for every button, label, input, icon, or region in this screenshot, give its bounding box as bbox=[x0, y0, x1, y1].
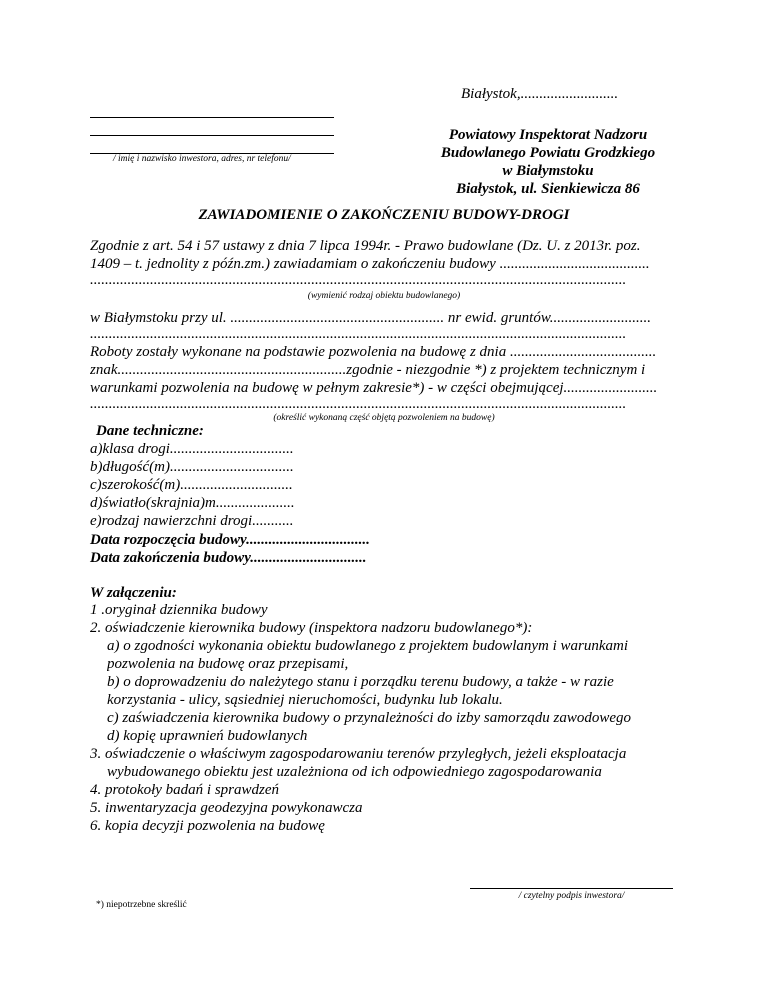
attachment-item: 2. oświadczenie kierownika budowy (inspektora nadzoru budowlanego*): bbox=[90, 620, 533, 636]
technical-item-road-class: a)klasa drogi................................. bbox=[90, 441, 294, 457]
footnote: *) niepotrzebne skreślić bbox=[96, 900, 187, 910]
signature-caption: / czytelny podpis inwestora/ bbox=[518, 891, 625, 901]
object-type-caption: (wymienić rodzaj obiektu budowlanego) bbox=[307, 291, 461, 301]
recipient-line: Białystok, ul. Sienkiewicza 86 bbox=[456, 181, 640, 197]
attachment-subitem-cont: korzystania - ulicy, sąsiedniej nieruchomości, budynku lub lokalu. bbox=[107, 692, 503, 708]
technical-data-heading: Dane techniczne: bbox=[96, 423, 204, 439]
works-scope-dots: ............................................................................................................................................... bbox=[90, 396, 627, 412]
place-date-field: Białystok,.......................... bbox=[461, 86, 619, 102]
attachment-item: 1 .oryginał dziennika budowy bbox=[90, 602, 268, 618]
location-line: w Białymstoku przy ul. ......................................................... nr ewid. gruntów........................... bbox=[90, 310, 651, 326]
legal-basis-line-1: Zgodnie z art. 54 i 57 ustawy z dnia 7 lipca 1994r. - Prawo budowlane (Dz. U. z 2013r. poz. bbox=[90, 238, 641, 254]
attachment-item: 6. kopia decyzji pozwolenia na budowę bbox=[90, 818, 325, 834]
end-date-field: Data zakończenia budowy............................... bbox=[90, 550, 367, 566]
signature-line bbox=[470, 888, 673, 889]
attachment-subitem: b) o doprowadzeniu do należytego stanu i porządku terenu budowy, a także - w razie bbox=[107, 674, 614, 690]
recipient-line: Powiatowy Inspektorat Nadzoru bbox=[448, 127, 648, 143]
technical-data-list bbox=[90, 440, 295, 530]
works-compliance-line: znak.............................................................zgodnie - niezgodnie *) z projektem technicznym i bbox=[90, 362, 646, 378]
works-permit-line: Roboty zostały wykonane na podstawie pozwolenia na budowę z dnia ....................................... bbox=[90, 344, 657, 360]
attachment-subitem: a) o zgodności wykonania obiektu budowlanego z projektem budowlanym i warunkami bbox=[107, 638, 629, 654]
attachment-item: 3. oświadczenie o właściwym zagospodarowaniu terenów przyległych, jeżeli eksploatacja bbox=[90, 746, 627, 762]
attachment-item: 4. protokoły badań i sprawdzeń bbox=[90, 782, 280, 798]
start-date-field: Data rozpoczęcia budowy................................. bbox=[90, 532, 370, 548]
recipient-line: w Białymstoku bbox=[502, 163, 594, 179]
investor-line-1 bbox=[90, 117, 334, 118]
works-scope-caption: (określić wykonaną część objętą pozwoleniem na budowę) bbox=[273, 413, 495, 423]
object-type-dots: ............................................................................................................................................... bbox=[90, 272, 627, 288]
attachment-subitem: d) kopię uprawnień budowlanych bbox=[107, 728, 308, 744]
recipient-line: Budowlanego Powiatu Grodzkiego bbox=[440, 145, 656, 161]
location-dots: ............................................................................................................................................... bbox=[90, 326, 627, 342]
attachment-subitem-cont: pozwolenia na budowę oraz przepisami, bbox=[107, 656, 349, 672]
works-scope-line: warunkami pozwolenia na budowę w pełnym zakresie*) - w części obejmującej......................... bbox=[90, 380, 658, 396]
recipient-address bbox=[398, 126, 698, 198]
technical-item-surface: e)rodzaj nawierzchni drogi........... bbox=[90, 513, 294, 529]
attachments-heading: W załączeniu: bbox=[90, 585, 177, 601]
document-title: ZAWIADOMIENIE O ZAKOŃCZENIU BUDOWY-DROGI bbox=[198, 207, 570, 223]
technical-item-length: b)długość(m)................................. bbox=[90, 459, 294, 475]
investor-line-2 bbox=[90, 135, 334, 136]
investor-caption: / imię i nazwisko inwestora, adres, nr telefonu/ bbox=[113, 154, 291, 164]
legal-basis-line-2: 1409 – t. jednolity z późn.zm.) zawiadamiam o zakończeniu budowy ........................................ bbox=[90, 256, 650, 272]
technical-item-clearance: d)światło(skrajnia)m..................... bbox=[90, 495, 295, 511]
technical-item-width: c)szerokość(m).............................. bbox=[90, 477, 293, 493]
attachment-item-cont: wybudowanego obiektu jest uzależniona od ich odpowiedniego zagospodarowania bbox=[107, 764, 602, 780]
attachment-item: 5. inwentaryzacja geodezyjna powykonawcza bbox=[90, 800, 363, 816]
attachment-subitem: c) zaświadczenia kierownika budowy o przynależności do izby samorządu zawodowego bbox=[107, 710, 631, 726]
